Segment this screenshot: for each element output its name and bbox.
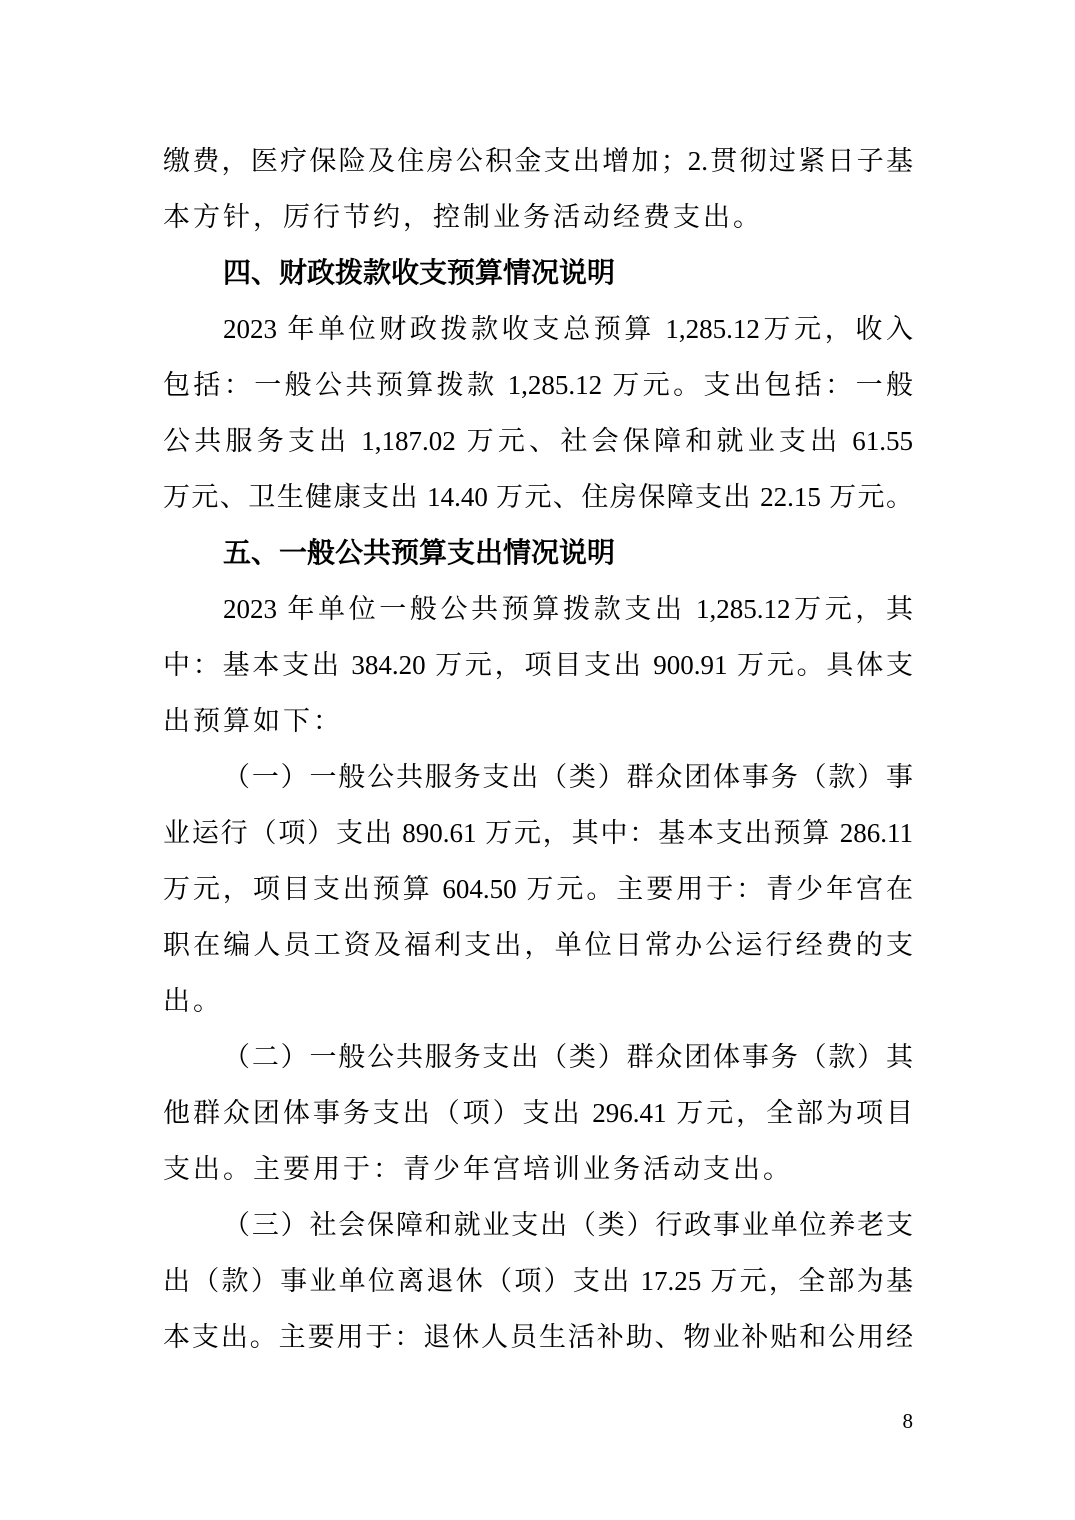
page-footer bbox=[163, 1406, 913, 1436]
text-line: 本方针，厉行节约，控制业务活动经费支出。 bbox=[163, 202, 763, 232]
document-body bbox=[163, 133, 913, 1365]
section-heading: 四、财政拨款收支预算情况说明 bbox=[223, 257, 616, 288]
text-line: （三）社会保障和就业支出（类）行政事业单位养老支 bbox=[223, 1210, 913, 1240]
text-line: 公共服务支出 1,187.02 万元、社会保障和就业支出 61.55 bbox=[163, 426, 913, 456]
text-line: 支出。主要用于：青少年宫培训业务活动支出。 bbox=[163, 1154, 793, 1184]
text-line: 2023 年单位财政拨款收支总预算 1,285.12万元，收入 bbox=[223, 314, 913, 344]
text-line: 万元，项目支出预算 604.50 万元。主要用于：青少年宫在 bbox=[163, 874, 913, 904]
text-line: 包括：一般公共预算拨款 1,285.12 万元。支出包括：一般 bbox=[163, 370, 913, 400]
text-line: 缴费，医疗保险及住房公积金支出增加；2.贯彻过紧日子基 bbox=[163, 146, 913, 176]
text-line: 业运行（项）支出 890.61 万元，其中：基本支出预算 286.11 bbox=[163, 818, 913, 848]
text-line: 出（款）事业单位离退休（项）支出 17.25 万元，全部为基 bbox=[163, 1266, 913, 1296]
text-line: 他群众团体事务支出（项）支出 296.41 万元，全部为项目 bbox=[163, 1098, 913, 1128]
section-heading: 五、一般公共预算支出情况说明 bbox=[223, 537, 616, 568]
text-line: 出预算如下： bbox=[163, 706, 343, 736]
page-number: 8 bbox=[902, 1409, 913, 1433]
text-line: 职在编人员工资及福利支出，单位日常办公运行经费的支 bbox=[163, 930, 913, 960]
text-line: （二）一般公共服务支出（类）群众团体事务（款）其 bbox=[223, 1042, 913, 1072]
text-line: 出。 bbox=[163, 986, 223, 1016]
text-line: 2023 年单位一般公共预算拨款支出 1,285.12万元，其 bbox=[223, 594, 913, 624]
text-line: 中：基本支出 384.20 万元，项目支出 900.91 万元。具体支 bbox=[163, 650, 913, 680]
text-line: （一）一般公共服务支出（类）群众团体事务（款）事 bbox=[223, 762, 913, 792]
text-line: 万元、卫生健康支出 14.40 万元、住房保障支出 22.15 万元。 bbox=[163, 482, 913, 512]
text-line: 本支出。主要用于：退休人员生活补助、物业补贴和公用经 bbox=[163, 1322, 913, 1352]
